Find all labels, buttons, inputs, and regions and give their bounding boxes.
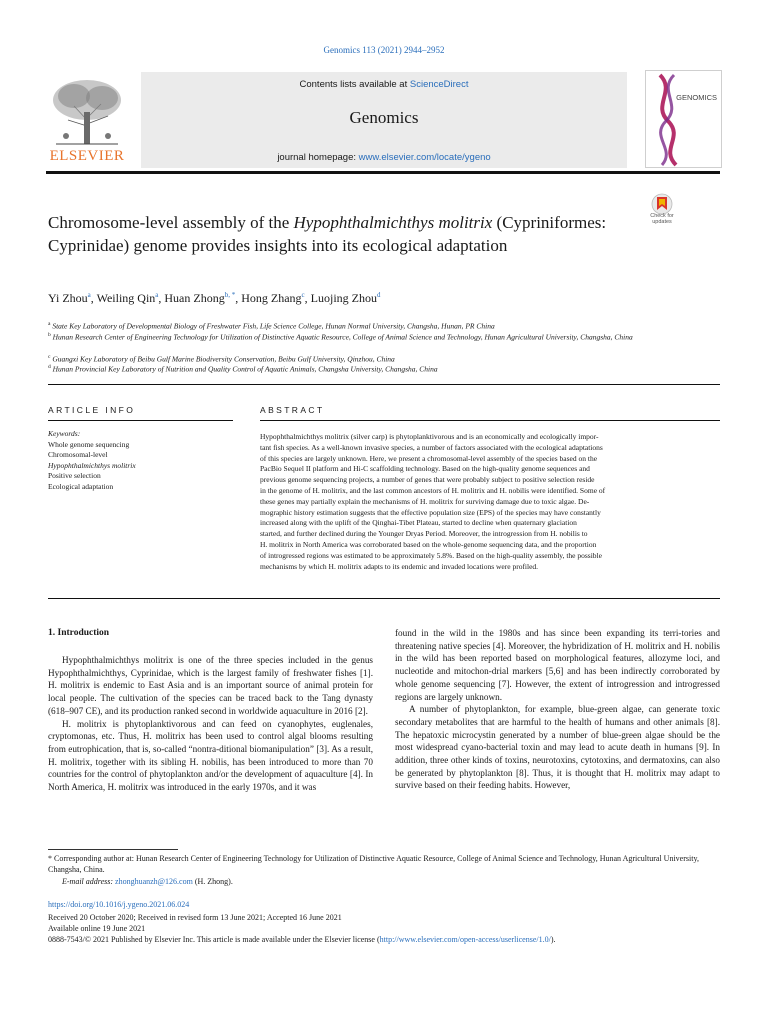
license-suffix: ). [550, 935, 556, 944]
abstract-line: mechanisms by which H. molitrix adapts to its endemic and invaded locations were profiled. [260, 561, 539, 571]
abstract-line: of introgressed regions was estimated to be approximately 5.8%. Based on the high-quality assembly, the possible [260, 550, 602, 560]
doi-link[interactable]: https://doi.org/10.1016/j.ygeno.2021.06.024 [48, 900, 190, 909]
abstract-line: increased along with the uplift of the Qinghai-Tibet Plateau, started to decline when quaternary glaciation [260, 518, 577, 528]
email-note [62, 876, 712, 887]
abstract-line: in the genome of H. molitrix, and the last common ancestors of H. molitrix and H. nobilis were identified. Some of [260, 485, 606, 495]
author-affiliation-mark[interactable]: a [87, 291, 91, 299]
author-name: Weiling Qin [96, 291, 156, 305]
article-info-rule [48, 420, 233, 421]
abstract-rule [260, 420, 720, 421]
journal-cover-thumbnail[interactable] [645, 70, 722, 168]
abstract-line: PacBio Sequel II platform and Hi-C scaffolding technology. Based on the high-quality genome sequences and [260, 464, 590, 474]
affiliation [48, 362, 688, 375]
affiliation-text: Guangxi Key Laboratory of Beibu Gulf Marine Biodiversity Conservation, Beibu Gulf University, Qinzhou, China [52, 354, 395, 364]
body-column-right [395, 627, 720, 792]
affiliation-mark: c [48, 354, 51, 360]
keyword: Hypophthalmichthys molitrix [48, 460, 136, 470]
body-paragraph: H. molitrix is phytoplanktivorous and can feed on cyanophytes, euglenales, cryptomonas, etc. Thus, H. molitrix has been used to control algal blooms resulting from eutrophication, that is, so-called “nontra-ditional biomanipulation” [3]. As a result, H. molitrix, together with its sibling H. nobilis, has been introduced to more than 70 countries for the control of phytoplankton and/or the development of aquaculture [4]. In North America, H. molitrix was introduced in the early 1970s, and it was [48, 718, 373, 793]
check-for-updates-text [645, 213, 679, 225]
bookmark-icon [645, 193, 679, 215]
affiliation-text: Hunan Research Center of Engineering Technology for Utilization of Distinctive Aquatic Resource, College of Animal Science and Technology, Hunan Agricultural University, Changsha, China [52, 332, 633, 342]
abstract-line: H. molitrix in North America was corroborated based on the whole-genome sequencing data, and the proportion [260, 539, 597, 549]
author-name: Hong Zhang [241, 291, 302, 305]
abstract-text [260, 432, 720, 572]
author-affiliation-mark[interactable]: a [155, 291, 159, 299]
journal-citation[interactable]: Genomics 113 (2021) 2944–2952 [323, 45, 445, 55]
contents-prefix: Contents lists available at [299, 79, 410, 90]
article-title [48, 211, 608, 257]
abstract-label: ABSTRACT [260, 405, 325, 415]
body-paragraph: A number of phytoplankton, for example, blue-green algae, can generate toxic secondary metabolites that are harmful to the health of humans and other animals [8]. The hepatoxic microcystin generated by a number of blue-green algae should be the most widespread cyano-bacterial toxin and may lead to acute death in humans [9]. In addition, three other kinds of toxins, neurotoxins, cytotoxins, and dermatoxins, can also be generated by phytoplankton [8]. Thus, it is thought that H. molitrix may adapt to survive based on their feeding habits. However, [395, 704, 720, 791]
keywords-label: Keywords: [48, 429, 81, 438]
cover-label: GENOMICS [676, 93, 717, 102]
keyword: Ecological adaptation [48, 481, 114, 491]
affiliation-text: Hunan Provincial Key Laboratory of Nutrition and Quality Control of Aquatic Animals, Changsha University, Changsha, China [52, 364, 438, 374]
email-suffix: (H. Zhong). [192, 877, 233, 886]
publisher-name: ELSEVIER [49, 148, 125, 164]
updates-line-1: Check for [650, 213, 674, 219]
online-date: Available online 19 June 2021 [48, 924, 146, 933]
license-prefix: 0888-7543/© 2021 Published by Elsevier Inc. This article is made available under the Elsevier license ( [48, 935, 380, 944]
keyword: Chromosomal-level [48, 450, 108, 459]
homepage-link[interactable]: www.elsevier.com/locate/ygeno [358, 152, 491, 163]
author-list: Yi Zhou$^a$, Weiling Qin$^a$, Huan Zhong$^{b, *}$, Hong Zhang$^c$, Luojing Zhou$^d$ [48, 291, 381, 305]
header-rule [46, 171, 720, 174]
section-rule [48, 384, 720, 385]
affiliation-mark: d [48, 364, 51, 370]
author-name: Yi Zhou [48, 291, 88, 305]
abstract-line: Hypophthalmichthys molitrix (silver carp) is phytoplanktivorous and is an economically and ecologically impor- [260, 432, 599, 441]
sciencedirect-link[interactable]: ScienceDirect [409, 79, 469, 90]
updates-line-2: updates [652, 219, 672, 225]
footnote-rule [48, 849, 178, 850]
abstract-line: these genes may partially explain the mechanisms of H. molitrix for surviving damage due to toxic algae. De- [260, 496, 590, 506]
article-info-label: ARTICLE INFO [48, 405, 136, 415]
author-affiliation-mark[interactable]: c [301, 291, 305, 299]
keyword: Positive selection [48, 471, 101, 480]
body-rule [48, 598, 720, 599]
title-species: Hypophthalmichthys molitrix [293, 213, 493, 232]
title-part-2: (Cypriniformes: Cyprinidae) genome provides insights into its ecological adaptation [48, 213, 607, 255]
keywords-block [48, 429, 228, 492]
journal-title: Genomics [349, 108, 419, 127]
affiliation [48, 330, 688, 343]
affiliation-mark: a [48, 321, 51, 327]
received-dates: Received 20 October 2020; Received in revised form 13 June 2021; Accepted 16 June 2021 [48, 913, 342, 922]
abstract-line: tant fish species. As a well-known invasive species, a number of factors associated with the ecological adaptations [260, 442, 603, 452]
affiliation-text: State Key Laboratory of Developmental Biology of Freshwater Fish, Life Science College, Hunan Normal University, Changsha, Hunan, PR China [52, 321, 495, 331]
abstract-line: started, and further declined during the Younger Dryas Period. Moreover, the introgression from H. nobilis to [260, 529, 588, 539]
section-heading-introduction: 1. Introduction [48, 628, 110, 638]
email-link[interactable]: zhonghuanzh@126.com [115, 877, 193, 886]
affiliation-mark: b [48, 332, 51, 338]
journal-homepage [141, 152, 627, 163]
corresponding-author-note: * Corresponding author at: Hunan Research Center of Engineering Technology for Utilization of Distinctive Aquatic Resource, College of Animal Science and Technology, Hunan Agricultural University, Changsha, China. [48, 854, 699, 874]
author-affiliation-mark[interactable]: d [376, 291, 381, 299]
body-column-left [48, 654, 373, 794]
body-paragraph: found in the wild in the 1980s and has since been expanding its terri-tories and threatening native species [4]. Moreover, the hybridization of H. molitrix and H. nobilis in the wild has been reported based on morphological features, allozyme loci, and nucleotide and mitochon-drial markers [5,6] and has been indirectly corroborated by whole genome sequencing [7]. However, the extent of introgression and introgressed regions are largely unknown. [395, 628, 720, 702]
email-label: E-mail address: [62, 877, 116, 886]
author-name: Huan Zhong [164, 291, 225, 305]
author-name: Luojing Zhou [310, 291, 377, 305]
body-paragraph: Hypophthalmichthys molitrix is one of the three species included in the genus Hypophthalmichthys, Cyprinidae, which is the largest family of freshwater fishes [1]. H. molitrix is endemic to East Asia and is an important source of animal protein for local people. The cultivation of the species can be traced back to the Tang dynasty (618–907 CE), and its production ranked second in worldwide aquaculture in 2016 [2]. [48, 655, 373, 716]
dna-helix-icon [646, 71, 721, 167]
abstract-line: previous genome sequencing projects, a number of genes that were probably subject to positive selection reside [260, 475, 595, 485]
license-link[interactable]: http://www.elsevier.com/open-access/userlicense/1.0/ [379, 935, 551, 944]
abstract-line: of this species are largely unknown. Here, we present a chromosomal-level assembly of the species based on the [260, 453, 598, 463]
abstract-line: mographic history estimation suggests that the effective population size (EPS) of the species may have constantly [260, 507, 601, 517]
author-affiliation-mark[interactable]: b, * [224, 291, 236, 299]
keyword: Whole genome sequencing [48, 439, 130, 449]
license-note [48, 934, 720, 945]
contents-line [141, 79, 627, 90]
title-part-1: Chromosome-level assembly of the [48, 213, 294, 232]
homepage-prefix: journal homepage: [277, 152, 359, 163]
